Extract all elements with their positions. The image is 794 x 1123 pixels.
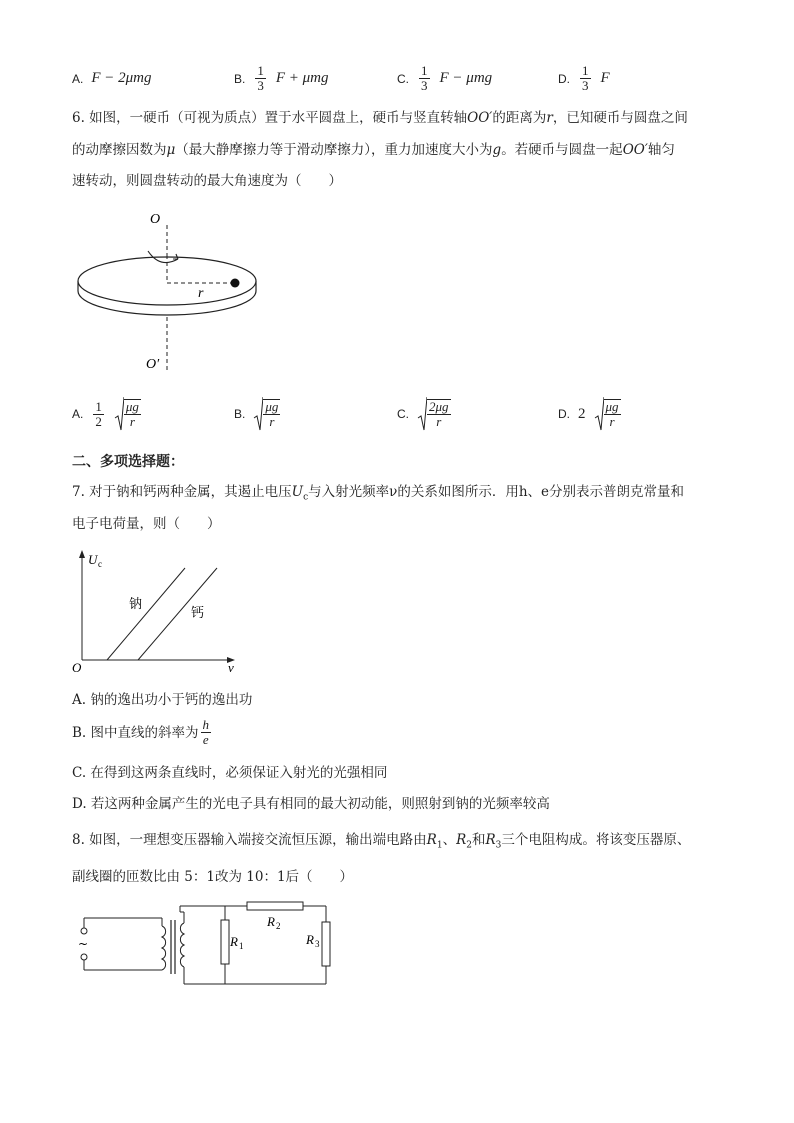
x-axis-label: ν (228, 660, 234, 673)
q6-line-1: 6. 如图，一硬币（可视为质点）置于水平圆盘上，硬币与竖直转轴OO′的距离为r，已知硬币与圆盘之间 (72, 110, 688, 126)
fraction: $\frac{1}{3}$ (582, 63, 589, 93)
q8-line-2: 副线圈的匝数比由 5：1改为 10：1后（ ） (72, 869, 354, 885)
origin-label: O (72, 660, 82, 673)
input-terminal-top (81, 928, 87, 934)
q7-line-1: 7. 对于钠和钙两种金属，其遏止电压$U_c$与入射光频率ν的关系如图所示．用h、e分别表示普朗克常量和 (72, 484, 684, 503)
svg-text:3: 3 (315, 939, 320, 949)
rotating-disc-figure (70, 205, 270, 380)
coin-dot (231, 279, 240, 288)
q7-option-a: A. 钠的逸出功小于钙的逸出功 (72, 692, 253, 708)
sodium-label: 钠 (129, 597, 143, 612)
radical: $\frac{\mu g}{r}$ (114, 396, 141, 432)
label-r: r (198, 286, 204, 301)
calcium-label: 钙 (191, 606, 205, 621)
transformer-circuit (72, 898, 337, 990)
q5-option-c: C. $\frac{1}{3}$ F − μmg (397, 63, 493, 93)
q8-line-1: 8. 如图，一理想变压器输入端接交流恒压源，输出端电路由$R_1$、$R_2$和$R_3$三个电阻构成。将该变压器原、 (72, 832, 691, 851)
secondary-coil (180, 923, 184, 967)
q6-option-b: B. $\frac{\mu g}{r}$ (234, 396, 280, 432)
primary-coil (162, 926, 166, 970)
q6-option-c: C. $\frac{2\mu g}{r}$ (397, 396, 451, 432)
ac-source-icon: ~ (78, 937, 89, 951)
label-r2: R (267, 914, 275, 929)
radical: $\frac{\mu g}{r}$ (594, 396, 621, 432)
input-terminal-bottom (81, 954, 87, 960)
section-heading: 二、多项选择题： (72, 453, 184, 469)
sodium-line (107, 568, 185, 660)
label-r3: R (306, 932, 314, 947)
y-axis-label-sub: c (98, 559, 102, 569)
q6-line-3: 速转动，则圆盘转动的最大角速度为（ ） (72, 173, 342, 189)
label-r1: R (230, 934, 238, 949)
fraction: $\frac{1}{3}$ (421, 63, 428, 93)
q5-option-b: B. $\frac{1}{3}$ F + μmg (234, 63, 329, 93)
q7-option-b: B. 图中直线的斜率为 $\frac{h}{e}$ (72, 717, 210, 747)
fraction: $\frac{1}{3}$ (257, 63, 264, 93)
q5-option-a: A. F − 2μmg (72, 70, 152, 86)
label-O-prime: O′ (146, 357, 160, 372)
resistor-r1 (221, 920, 229, 964)
resistor-r3 (322, 922, 330, 966)
svg-text:1: 1 (239, 941, 244, 951)
q6-option-d: D. 2 $\frac{\mu g}{r}$ (558, 396, 621, 432)
q7-line-2: 电子电荷量，则（ ） (72, 516, 221, 532)
q6-line-2: 的动摩擦因数为μ（最大静摩擦力等于滑动摩擦力），重力加速度大小为g。若硬币与圆盘一起OO′轴匀 (72, 142, 675, 158)
svg-text:2: 2 (276, 921, 281, 931)
q6-option-a: A. $\frac{1}{2}$ $\frac{\mu g}{r}$ (72, 396, 141, 432)
y-axis-label: U (88, 552, 98, 567)
q7-option-d: D. 若这两种金属产生的光电子具有相同的最大初动能，则照射到钠的光频率较高 (72, 796, 550, 812)
y-axis-arrow-icon (79, 550, 85, 558)
q5-option-d: D. $\frac{1}{3}$ F (558, 63, 610, 93)
calcium-line (138, 568, 217, 660)
resistor-r2 (247, 902, 303, 910)
q7-option-c: C. 在得到这两条直线时，必须保证入射光的光强相同 (72, 765, 388, 781)
uc-frequency-graph (72, 548, 242, 673)
radical: $\frac{\mu g}{r}$ (253, 396, 280, 432)
label-O: O (150, 212, 161, 227)
radical: $\frac{2\mu g}{r}$ (417, 396, 451, 432)
